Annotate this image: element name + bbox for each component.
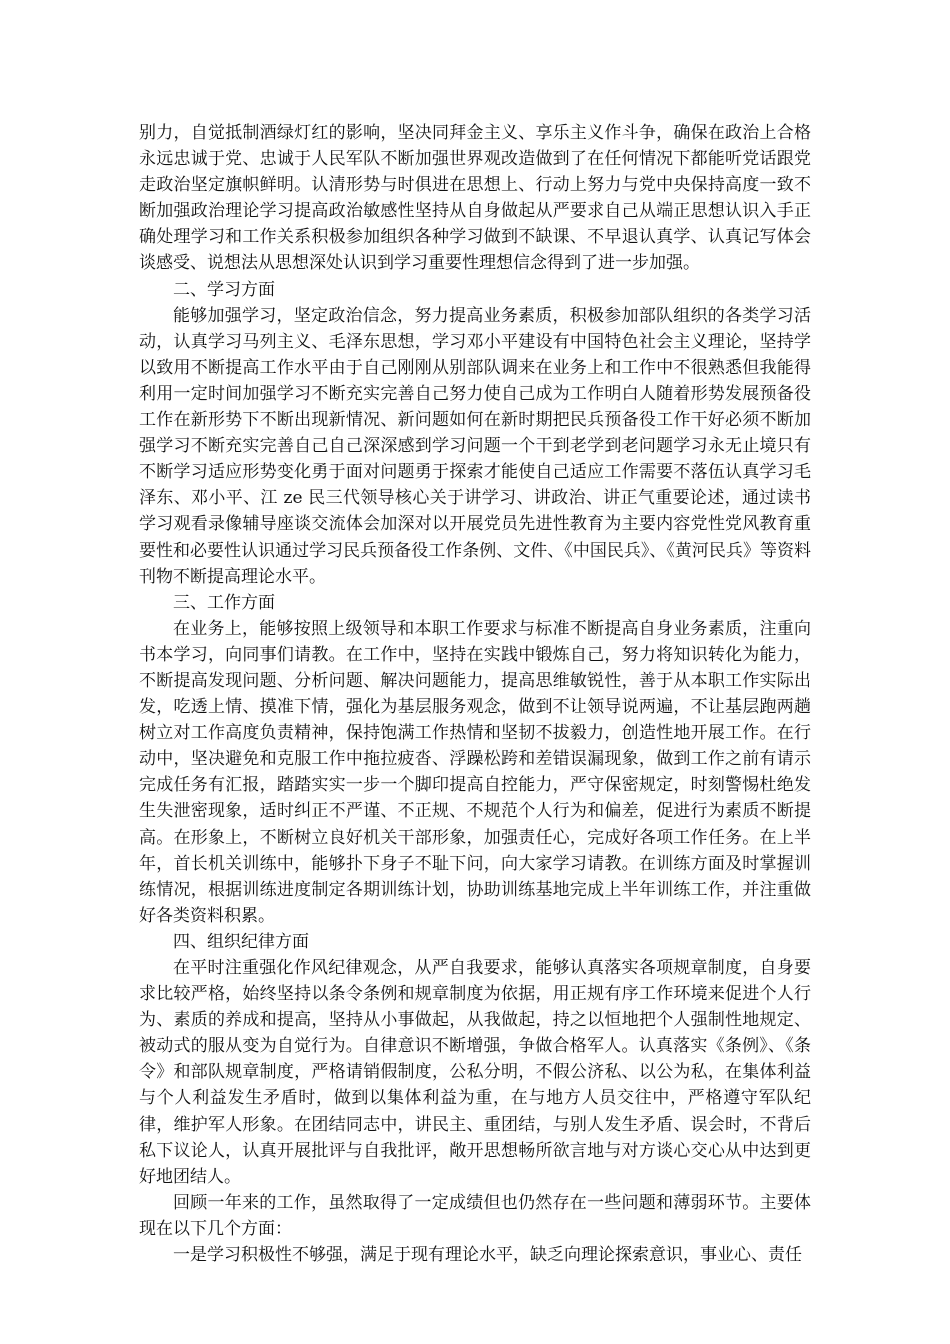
paragraph-study: 能够加强学习，坚定政治信念，努力提高业务素质，积极参加部队组织的各类学习活动，认真学习马列主义、毛泽东思想，学习邓小平建设有中国特色社会主义理论，坚持学以致用不断提高工作水平由于自己刚刚从别部队调来在业务上和工作中不很熟悉但我能得利用一定时间加强学习不断充实完善自己努力使自己成为工作明白人随着形势发展预备役工作在新形势下不断出现新情况、新问题如何在新时期把民兵预备役工作干好必须不断加强学习不断充实完善自己自己深深感到学习问题一个干到老学到老问题学习永无止境只有不断学习适应形势变化勇于面对问题勇于探索才能使自己适应工作需要不落伍认真学习毛泽东、邓小平、江 ze 民三代领导核心关于讲学习、讲政治、讲正气重要论述，通过读书学习观看录像辅导座谈交流体会加深对以开展党员先进性教育为主要内容党性党风教育重要性和必要性认识通过学习民兵预备役工作条例、文件、《中国民兵》、《黄河民兵》等资料刊物不断提高理论水平。 bbox=[139, 305, 811, 587]
paragraph-work: 在业务上，能够按照上级领导和本职工作要求与标准不断提高自身业务素质，注重向书本学习，向同事们请教。在工作中，坚持在实践中锻炼自己，努力将知识转化为能力，不断提高发现问题、分析问题、解决问题能力，提高思维敏锐性，善于从本职工作实际出发，吃透上情、摸准下情，强化为基层服务观念，做到不让领导说两遍，不让基层跑两趟树立对工作高度负责精神，保持饱满工作热情和坚韧不拔毅力，创造性地开展工作。在行动中，坚决避免和克服工作中拖拉疲沓、浮躁松跨和差错误漏现象，做到工作之前有请示完成任务有汇报，踏踏实实一步一个脚印提高自控能力，严守保密规定，时刻警惕杜绝发生失泄密现象，适时纠正不严谨、不正规、不规范个人行为和偏差，促进行为素质不断提高。在形象上，不断树立良好机关干部形象，加强责任心，完成好各项工作任务。在上半年，首长机关训练中，能够扑下身子不耻下问，向大家学习请教。在训练方面及时掌握训练情况，根据训练进度制定各期训练计划，协助训练基地完成上半年训练工作，并注重做好各类资料积累。 bbox=[139, 618, 811, 926]
section-heading-discipline: 四、组织纪律方面 bbox=[173, 931, 309, 952]
section-heading-work: 三、工作方面 bbox=[173, 592, 275, 613]
paragraph-discipline: 在平时注重强化作风纪律观念，从严自我要求，能够认真落实各项规章制度，自身要求比较严格，始终坚持以条令条例和规章制度为依据，用正规有序工作环境来促进个人行为、素质的养成和提高，坚持从小事做起，从我做起，持之以恒地把个人强制性地规定、被动式的服从变为自觉行为。自律意识不断增强，争做合格军人。认真落实《条例》、《条令》和部队规章制度，严格请销假制度，公私分明，不假公济私、以公为私，在集体利益与个人利益发生矛盾时，做到以集体利益为重，在与地方人员交往中，严格遵守军队纪律，维护军人形象。在团结同志中，讲民主、重团结，与别人发生矛盾、误会时，不背后私下议论人，认真开展批评与自我批评，敞开思想畅所欲言地与对方谈心交心从中达到更好地团结人。 bbox=[139, 958, 811, 1187]
paragraph-shortcoming-1: 一是学习积极性不够强，满足于现有理论水平，缺乏向理论探索意识，事业心、责任 bbox=[173, 1245, 802, 1266]
document-page bbox=[139, 120, 811, 1268]
section-heading-study: 二、学习方面 bbox=[173, 279, 275, 300]
paragraph-review: 回顾一年来的工作，虽然取得了一定成绩但也仍然存在一些问题和薄弱环节。主要体现在以下几个方面： bbox=[139, 1192, 811, 1239]
paragraph-intro: 别力，自觉抵制酒绿灯红的影响，坚决同拜金主义、享乐主义作斗争，确保在政治上合格永远忠诚于党、忠诚于人民军队不断加强世界观改造做到了在任何情况下都能听党话跟党走政治坚定旗帜鲜明。认清形势与时俱进在思想上、行动上努力与党中央保持高度一致不断加强政治理论学习提高政治敏感性坚持从自身做起从严要求自己从端正思想认识入手正确处理学习和工作关系积极参加组织各种学习做到不缺课、不早退认真学、认真记写体会谈感受、说想法从思想深处认识到学习重要性理想信念得到了进一步加强。 bbox=[139, 123, 811, 274]
